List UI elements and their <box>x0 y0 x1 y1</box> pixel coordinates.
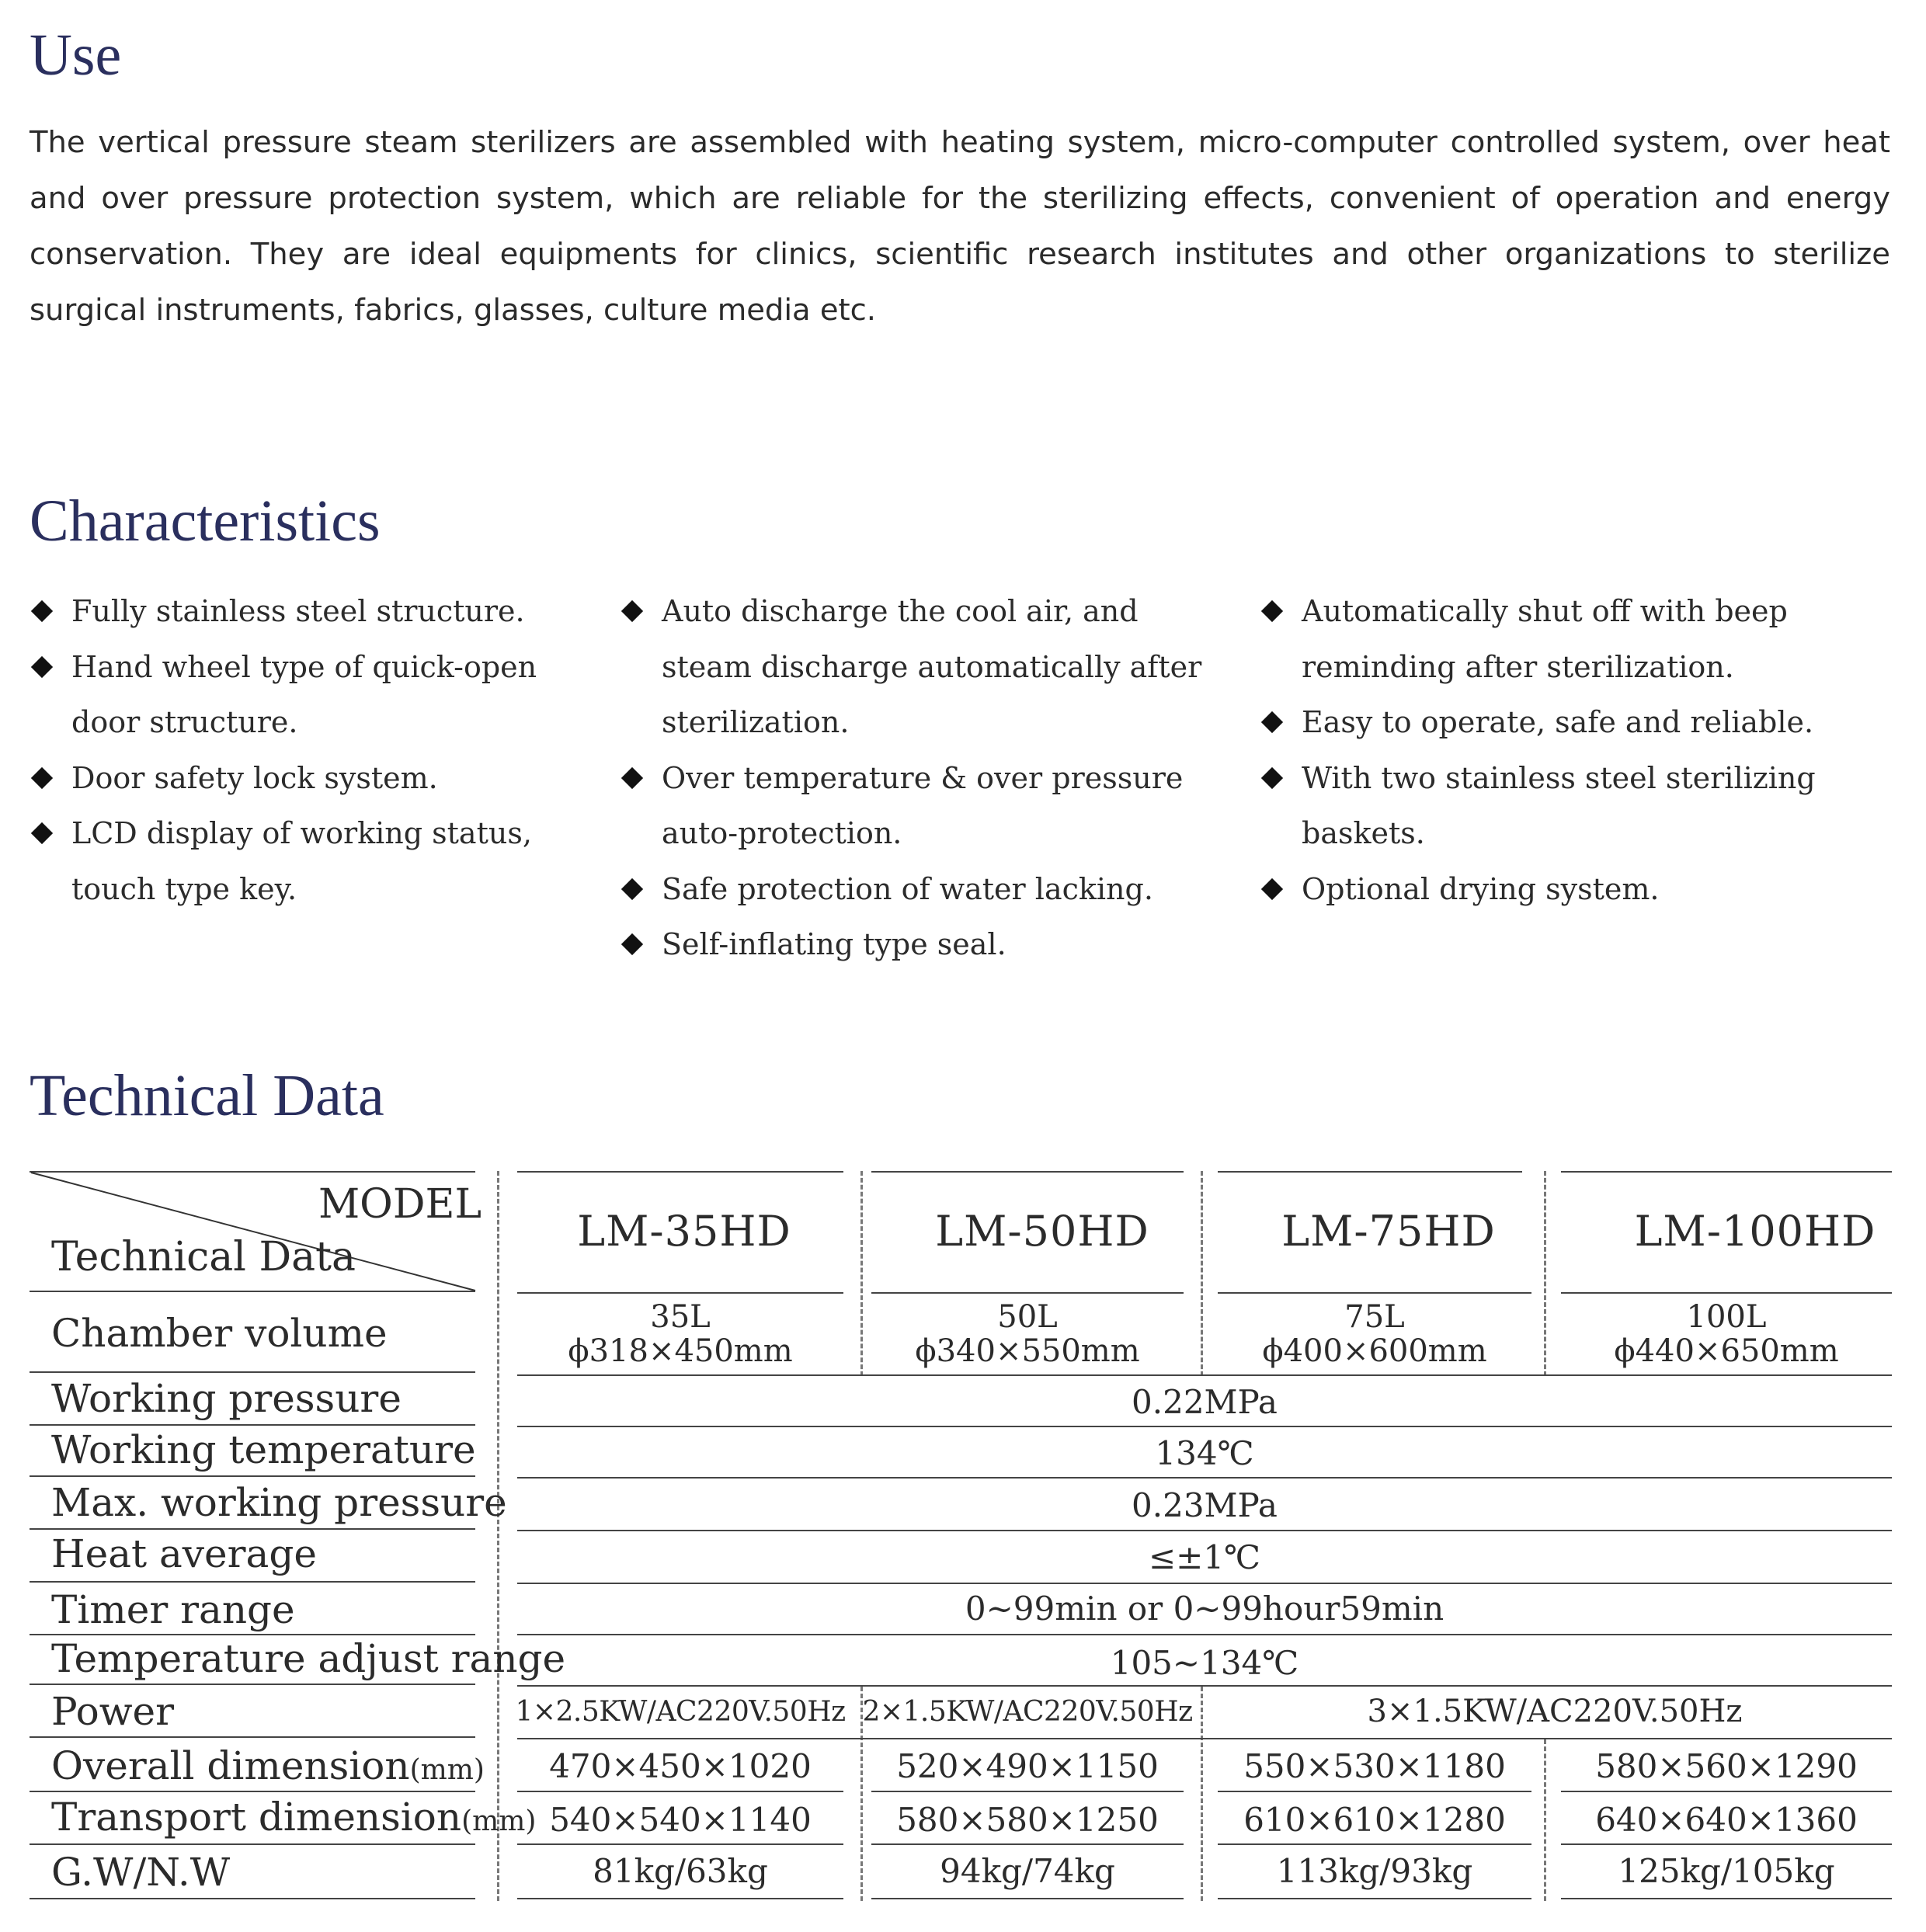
weight-lm-75hd: 113kg/93kg <box>1276 1851 1473 1890</box>
weight-lm-35hd: 81kg/63kg <box>593 1851 768 1890</box>
table-rule <box>30 1898 475 1899</box>
overall-dimension-lm-50hd: 520×490×1150 <box>896 1746 1159 1785</box>
table-rule <box>517 1171 843 1173</box>
model-lm-100hd: LM-100HD <box>1634 1206 1876 1256</box>
row-label-chamber-volume: Chamber volume <box>51 1311 388 1356</box>
transport-dimension-lm-50hd: 580×580×1250 <box>896 1800 1159 1839</box>
column-divider <box>1544 1739 1546 1901</box>
overall-dimension-lm-35hd: 470×450×1020 <box>549 1746 812 1785</box>
characteristic-text: Safe protection of water lacking. <box>662 871 1153 906</box>
row-label-max-working-pressure: Max. working pressure <box>51 1480 507 1525</box>
row-label-heat-average: Heat average <box>51 1531 317 1576</box>
table-rule <box>30 1736 475 1738</box>
technical-data-heading: Technical Data <box>30 1063 384 1128</box>
table-rule <box>517 1791 843 1792</box>
row-label-gross-net-weight: G.W/N.W <box>51 1850 231 1895</box>
chamber-dimension-value: ϕ440×650mm <box>1614 1333 1839 1369</box>
weight-lm-50hd: 94kg/74kg <box>940 1851 1115 1890</box>
row-label-working-pressure: Working pressure <box>51 1376 402 1421</box>
overall-dimension-label: Overall dimension <box>51 1743 410 1788</box>
table-rule <box>871 1292 1184 1294</box>
table-rule <box>1218 1171 1522 1173</box>
weight-lm-100hd: 125kg/105kg <box>1618 1851 1835 1890</box>
table-cell <box>517 1298 843 1370</box>
overall-dimension-lm-100hd: 580×560×1290 <box>1595 1746 1858 1785</box>
temperature-adjust-range-value: 105~134℃ <box>1110 1643 1299 1682</box>
row-label-overall-dimension <box>51 1739 485 1792</box>
column-divider <box>860 1171 863 1376</box>
power-value-lm-50hd: 2×1.5KW/AC220V.50Hz <box>862 1695 1193 1728</box>
header-technical-label: Technical Data <box>51 1234 356 1280</box>
header-model-label: MODEL <box>318 1181 482 1228</box>
characteristic-text: Easy to operate, safe and reliable. <box>1302 705 1814 739</box>
row-label-temperature-adjust-range: Temperature adjust range <box>51 1636 566 1681</box>
table-rule <box>517 1292 843 1294</box>
working-pressure-value: 0.22MPa <box>1132 1382 1278 1421</box>
characteristic-text: Optional drying system. <box>1302 871 1660 906</box>
use-paragraph: The vertical pressure steam sterilizers are assembled with heating system, micro-computer controlled system, over heat and over pressure protection system, which are reliable for the sterilizing effects, convenient of operation and energy conservation. They are ideal equipments for clinics, scientific research institutes and other organizations to sterilize surgical instruments, fabrics, glasses, culture media etc. <box>30 125 1890 328</box>
table-rule <box>30 1371 475 1373</box>
transport-dimension-lm-35hd: 540×540×1140 <box>549 1800 812 1839</box>
chamber-dimension-value: ϕ318×450mm <box>568 1333 793 1369</box>
characteristic-text: Fully stainless steel structure. <box>71 594 525 628</box>
table-rule <box>871 1171 1184 1173</box>
table-rule <box>517 1426 1892 1427</box>
max-working-pressure-value: 0.23MPa <box>1132 1485 1278 1524</box>
table-rule <box>517 1738 1892 1739</box>
table-rule <box>871 1791 1184 1792</box>
model-lm-35hd: LM-35HD <box>577 1206 791 1256</box>
characteristic-text: With two stainless steel sterilizing baskets. <box>1302 760 1816 850</box>
transport-dimension-lm-100hd: 640×640×1360 <box>1595 1800 1858 1839</box>
characteristic-text: Automatically shut off with beep reminding after sterilization. <box>1302 594 1788 684</box>
characteristic-text: Hand wheel type of quick-open door structure. <box>71 649 537 739</box>
column-divider <box>1201 1687 1203 1901</box>
power-value-lm-75hd-lm-100hd: 3×1.5KW/AC220V.50Hz <box>1367 1694 1743 1729</box>
characteristic-text: Over temperature & over pressure auto-protection. <box>662 760 1184 850</box>
use-heading: Use <box>30 23 122 88</box>
table-rule <box>1218 1791 1531 1792</box>
table-rule <box>517 1477 1892 1479</box>
table-rule <box>1561 1791 1892 1792</box>
power-value-lm-35hd: 1×2.5KW/AC220V.50Hz <box>515 1695 846 1728</box>
chamber-dimension-value: ϕ400×600mm <box>1262 1333 1487 1369</box>
working-temperature-value: 134℃ <box>1155 1433 1254 1472</box>
heat-average-value: ≤±1℃ <box>1148 1538 1261 1576</box>
chamber-volume-value: 100L <box>1686 1299 1767 1335</box>
table-rule <box>1561 1292 1892 1294</box>
table-cell <box>871 1298 1184 1370</box>
table-rule <box>517 1898 843 1899</box>
chamber-volume-value: 35L <box>650 1299 711 1335</box>
transport-dimension-label: Transport dimension <box>51 1795 462 1840</box>
table-rule <box>517 1634 1892 1635</box>
overall-dimension-lm-75hd: 550×530×1180 <box>1243 1746 1506 1785</box>
model-lm-50hd: LM-50HD <box>935 1206 1149 1256</box>
characteristic-text: LCD display of working status, touch type key. <box>71 816 532 906</box>
characteristic-text: Auto discharge the cool air, and steam discharge automatically after sterilization. <box>662 594 1202 739</box>
table-rule <box>871 1898 1184 1899</box>
characteristic-text: Door safety lock system. <box>71 760 438 795</box>
row-label-power: Power <box>51 1689 175 1734</box>
column-divider <box>1544 1171 1546 1376</box>
table-cell <box>1218 1298 1531 1370</box>
table-rule <box>1561 1171 1892 1173</box>
timer-range-value: 0~99min or 0~99hour59min <box>965 1589 1444 1628</box>
transport-dimension-unit: (mm) <box>461 1805 537 1837</box>
table-rule <box>1218 1292 1531 1294</box>
row-label-working-temperature: Working temperature <box>51 1427 476 1472</box>
transport-dimension-lm-75hd: 610×610×1280 <box>1243 1800 1506 1839</box>
chamber-dimension-value: ϕ340×550mm <box>915 1333 1140 1369</box>
chamber-volume-value: 75L <box>1344 1299 1405 1335</box>
characteristics-heading: Characteristics <box>30 488 381 554</box>
characteristic-text: Self-inflating type seal. <box>662 927 1006 961</box>
column-divider <box>1201 1171 1203 1376</box>
table-rule <box>1561 1898 1892 1899</box>
row-label-timer-range: Timer range <box>51 1587 295 1632</box>
model-lm-75hd: LM-75HD <box>1281 1206 1496 1256</box>
row-label-transport-dimension <box>51 1791 536 1843</box>
table-cell <box>1561 1298 1892 1370</box>
overall-dimension-unit: (mm) <box>409 1753 485 1786</box>
chamber-volume-value: 50L <box>997 1299 1058 1335</box>
table-rule <box>517 1374 1892 1376</box>
table-rule <box>1218 1898 1531 1899</box>
table-rule <box>30 1291 475 1292</box>
